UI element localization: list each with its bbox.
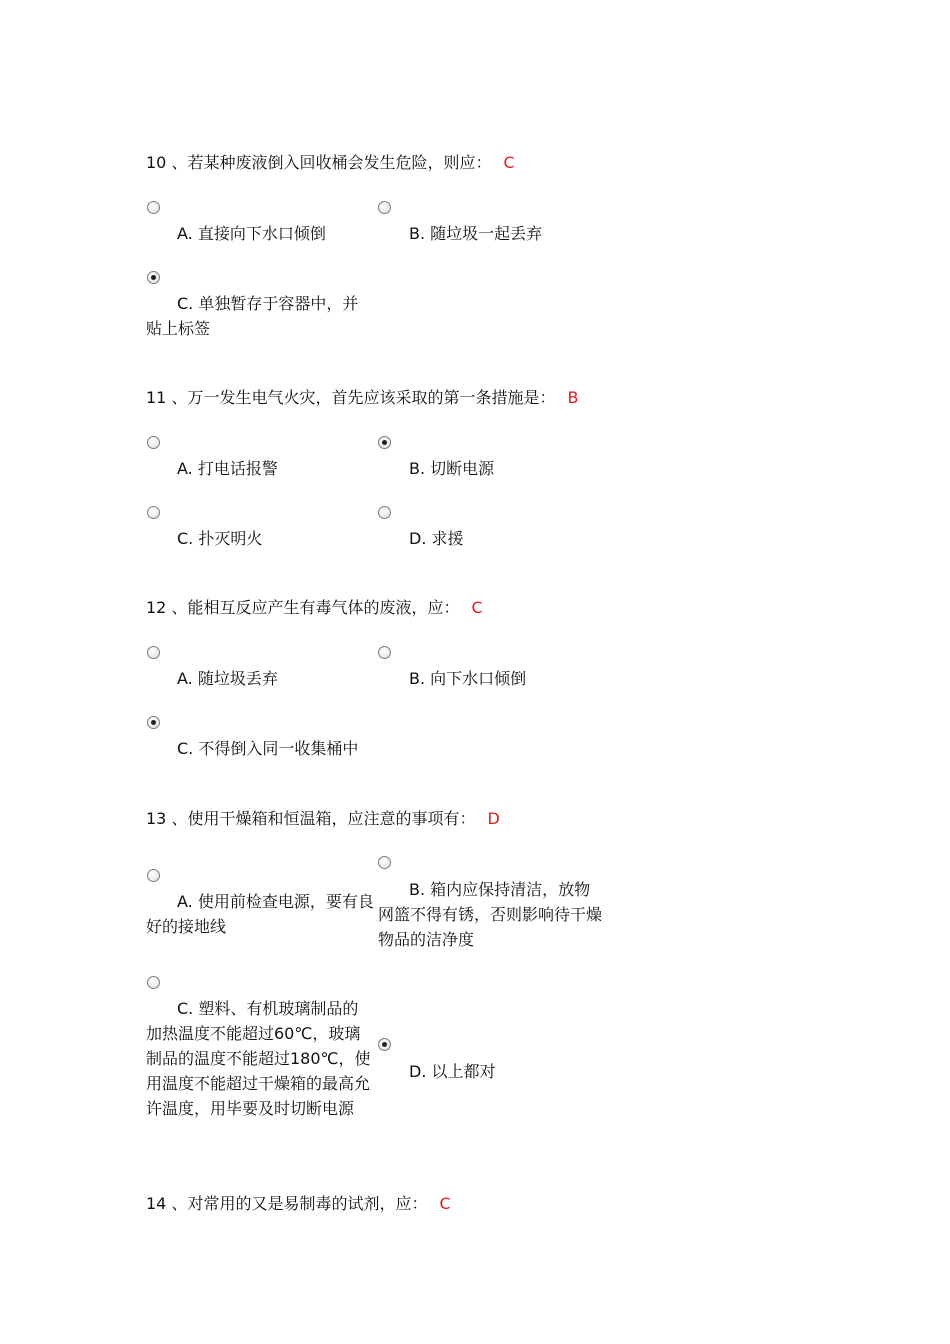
answer-label: C bbox=[439, 1194, 451, 1213]
question-text: 14 、对常用的又是易制毒的试剂，应： bbox=[146, 1194, 428, 1213]
radio-button[interactable] bbox=[378, 646, 391, 659]
option-d[interactable]: D. 求援 bbox=[409, 529, 464, 548]
option-b[interactable]: B. 箱内应保持清洁，放物网篮不得有锈，否则影响待干燥物品的洁净度 bbox=[378, 880, 603, 949]
option-b[interactable]: B. 切断电源 bbox=[409, 459, 495, 478]
question-12 bbox=[146, 598, 483, 618]
option-c[interactable]: C. 扑灭明火 bbox=[177, 529, 263, 548]
answer-label: B bbox=[567, 388, 579, 407]
question-text: 12 、能相互反应产生有毒气体的废液，应： bbox=[146, 598, 460, 617]
option-c[interactable]: C. 塑料、有机玻璃制品的加热温度不能超过60℃，玻璃制品的温度不能超过180℃，使用温度不能超过干燥箱的最高允许温度，用毕要及时切断电源 bbox=[146, 999, 371, 1118]
radio-button-selected[interactable] bbox=[147, 716, 160, 729]
option-a[interactable]: A. 打电话报警 bbox=[177, 459, 278, 478]
answer-label: C bbox=[503, 153, 515, 172]
option-b[interactable]: B. 随垃圾一起丢弃 bbox=[409, 224, 543, 243]
option-c[interactable]: C. 不得倒入同一收集桶中 bbox=[177, 739, 359, 758]
radio-button[interactable] bbox=[378, 506, 391, 519]
radio-button[interactable] bbox=[147, 976, 160, 989]
question-10 bbox=[146, 153, 515, 173]
answer-label: D bbox=[487, 809, 500, 828]
answer-label: C bbox=[471, 598, 483, 617]
question-14 bbox=[146, 1194, 451, 1214]
radio-button-selected[interactable] bbox=[378, 1038, 391, 1051]
question-text: 11 、万一发生电气火灾，首先应该采取的第一条措施是： bbox=[146, 388, 556, 407]
option-a[interactable]: A. 随垃圾丢弃 bbox=[177, 669, 278, 688]
option-b[interactable]: B. 向下水口倾倒 bbox=[409, 669, 527, 688]
radio-button[interactable] bbox=[147, 506, 160, 519]
option-a[interactable]: A. 使用前检查电源，要有良好的接地线 bbox=[146, 892, 374, 936]
question-text: 10 、若某种废液倒入回收桶会发生危险，则应： bbox=[146, 153, 492, 172]
radio-button-selected[interactable] bbox=[147, 271, 160, 284]
question-text: 13 、使用干燥箱和恒温箱，应注意的事项有： bbox=[146, 809, 476, 828]
radio-button[interactable] bbox=[147, 869, 160, 882]
option-a[interactable]: A. 直接向下水口倾倒 bbox=[177, 224, 326, 243]
radio-button[interactable] bbox=[147, 436, 160, 449]
question-13 bbox=[146, 809, 500, 829]
radio-button[interactable] bbox=[147, 201, 160, 214]
radio-button[interactable] bbox=[147, 646, 160, 659]
radio-button-selected[interactable] bbox=[378, 436, 391, 449]
option-c[interactable]: C. 单独暂存于容器中，并贴上标签 bbox=[146, 294, 359, 338]
question-11 bbox=[146, 388, 578, 408]
option-d[interactable]: D. 以上都对 bbox=[409, 1062, 496, 1081]
radio-button[interactable] bbox=[378, 201, 391, 214]
radio-button[interactable] bbox=[378, 856, 391, 869]
